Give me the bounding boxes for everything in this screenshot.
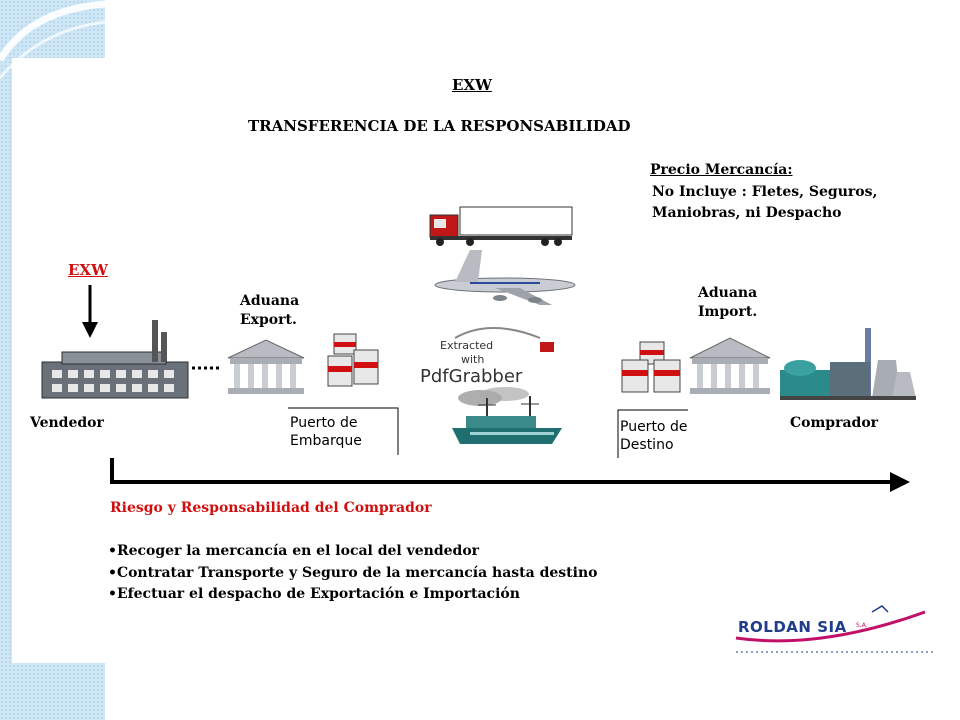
industrial-plant-icon [780,328,916,400]
slide-title: EXW [452,76,492,94]
exw-down-arrow [82,285,98,338]
brand-suffix: S.A. [856,622,868,629]
brand-name: ROLDAN SIA [738,618,847,636]
price-heading: Precio Mercancía: [650,162,793,178]
customs-export-icon [228,340,304,394]
watermark-line2: with [461,353,485,366]
puerto-destino-label: Puerto de Destino [620,419,688,453]
truck-icon [430,207,572,246]
comprador-label: Comprador [790,415,879,431]
aduana-export-label: Aduana Export. [240,293,300,328]
barrels-import-icon [622,342,680,392]
bullet-item: •Recoger la mercancía en el local del vendedor [108,543,480,559]
watermark-line1: Extracted [440,339,494,352]
watermark-brand: PdfGrabber [420,366,523,387]
timeline-arrow [110,458,910,492]
airplane-icon [435,250,575,305]
slide-subtitle: TRANSFERENCIA DE LA RESPONSABILIDAD [248,117,631,135]
bullet-item: •Efectuar el despacho de Exportación e Importación [108,586,520,602]
exw-label: EXW [68,261,108,279]
small-truck-shape [540,342,554,352]
small-plane-shape [455,328,540,338]
aduana-import-label: Aduana Import. [698,285,758,320]
customs-import-icon [690,338,770,394]
risk-title: Riesgo y Responsabilidad del Comprador [110,500,432,516]
bullet-item: •Contratar Transporte y Seguro de la mercancía hasta destino [108,565,598,581]
price-text: No Incluye : Fletes, Seguros, Maniobras, ni Despacho [652,184,878,221]
barrels-export-icon [328,334,378,386]
vendedor-label: Vendedor [30,415,104,431]
smoke-icon [458,387,529,406]
puerto-embarque-label: Puerto de Embarque [290,415,362,449]
factory-icon [42,320,188,398]
